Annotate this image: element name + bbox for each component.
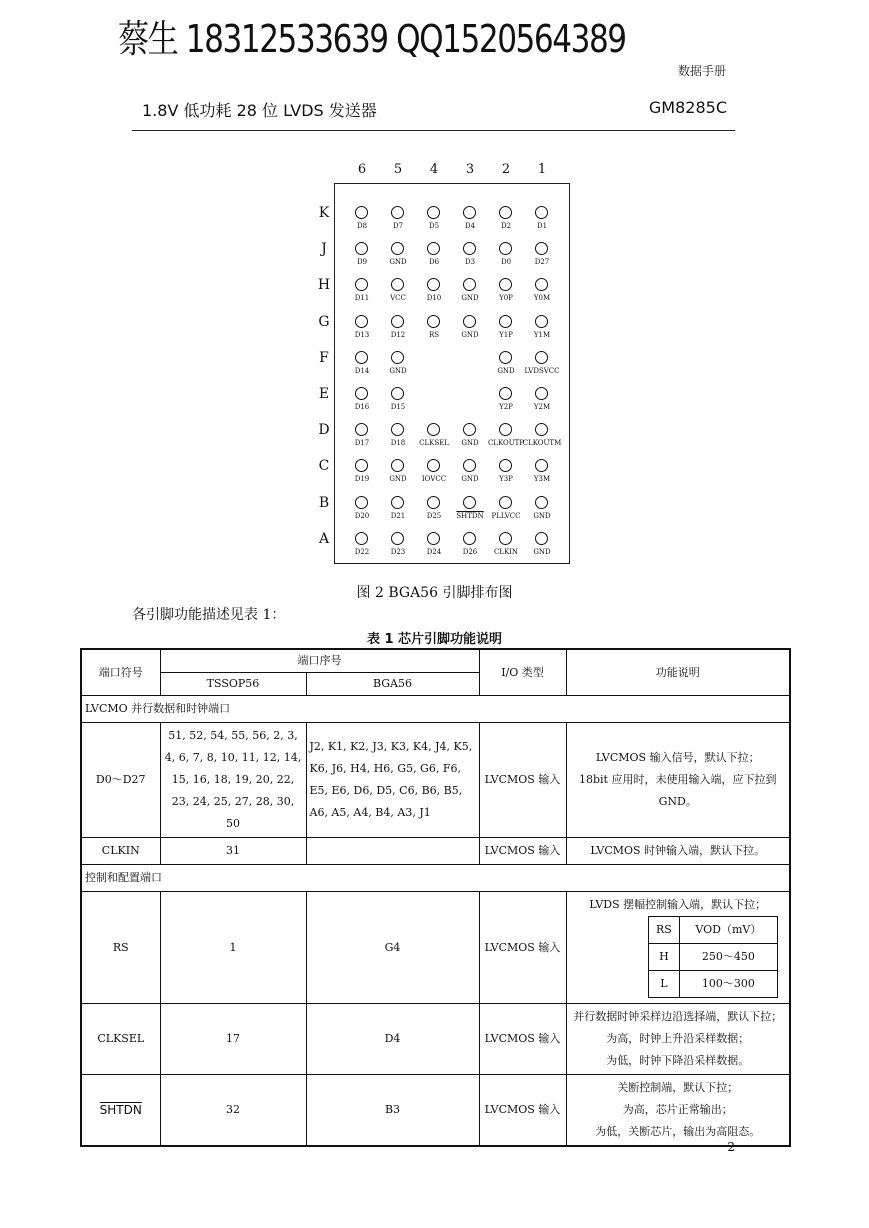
cell-io-type: LVCMOS 输入: [479, 723, 566, 838]
bga-column-label: 3: [465, 162, 475, 177]
bga-ball: [499, 315, 512, 328]
bga-pin-label: D14: [354, 366, 370, 375]
bga-pin-label: D2: [500, 222, 512, 230]
bga-pin-label: D4: [464, 222, 476, 230]
bga-pin-label: GND: [389, 366, 407, 375]
bga-column-label: 5: [393, 162, 403, 177]
bga-ball: [355, 351, 368, 364]
function-line: LVDS 摆幅控制输入端，默认下拉；: [589, 898, 767, 911]
cell-bga: J2, K1, K2, J3, K3, K4, J4, K5, K6, J6, H4, H6, G5, G6, F6, E5, E6, D6, D5, C6, B6, B5, A6, A5, A4, B4, A3, J1: [306, 723, 479, 838]
vod-range: 250～450: [679, 944, 777, 971]
figure-caption: 图 2 BGA56 引脚排布图: [356, 585, 513, 601]
section-control-ports: 控制和配置端口: [81, 865, 790, 892]
bga-pin-label: GND: [461, 330, 479, 339]
bga-column-label: 6: [357, 162, 367, 177]
bga-pin-label: GND: [533, 511, 551, 520]
bga-ball: [427, 315, 440, 328]
bga-column-label: 1: [537, 162, 547, 177]
bga-pin-label: D26: [462, 547, 478, 556]
bga-pin-label: SHTDN: [456, 511, 484, 520]
cell-tssop: 51, 52, 54, 55, 56, 2, 3, 4, 6, 7, 8, 10, 11, 12, 14, 15, 16, 18, 19, 20, 22, 23, 24, 25, 27, 28, 30, 50: [160, 723, 306, 838]
function-line: 关断控制端，默认下拉；: [617, 1081, 739, 1094]
section-row: [81, 865, 790, 892]
bga-pin-label: D20: [354, 511, 370, 520]
cell-io-type: LVCMOS 输入: [479, 1075, 566, 1147]
cell-bga: D4: [306, 1004, 479, 1075]
vod-range: 100～300: [679, 971, 777, 998]
cell-bga: [306, 838, 479, 865]
cell-tssop: 31: [160, 838, 306, 865]
bga-pin-label: D17: [354, 439, 370, 448]
bga-ball: [355, 206, 368, 219]
bga-ball: [391, 315, 404, 328]
bga-ball: [499, 532, 512, 545]
bga-pin-label: D16: [354, 403, 370, 411]
bga-ball: [535, 532, 548, 545]
bga-pin-label: GND: [461, 439, 479, 448]
bga-pin-label: GND: [461, 475, 479, 484]
bga-pin-label: D6: [428, 258, 440, 267]
cell-tssop: 32: [160, 1075, 306, 1147]
bga-ball: [499, 496, 512, 509]
bga-ball: [535, 315, 548, 328]
cell-tssop: 1: [160, 892, 306, 1004]
bga-pin-label: Y0M: [533, 294, 551, 303]
function-line: 为低，关断芯片，输出为高阻态。: [595, 1125, 761, 1138]
doc-type-label: 数据手册: [677, 64, 726, 78]
shtdn-symbol: SHTDN: [99, 1102, 142, 1117]
cell-function: [566, 723, 790, 838]
header-bga56: BGA56: [306, 673, 479, 696]
bga-row-label: D: [318, 422, 330, 439]
vod-header-vod: VOD（mV）: [679, 917, 777, 944]
bga-pin-label: GND: [461, 294, 479, 303]
bga-pin-label: D18: [390, 439, 406, 448]
cell-symbol: CLKIN: [81, 838, 160, 865]
vod-rs-value: L: [649, 971, 680, 998]
bga-ball: [499, 206, 512, 219]
bga-pin-label: GND: [533, 547, 551, 556]
bga-row-label: F: [319, 349, 329, 366]
bga-ball: [391, 351, 404, 364]
cell-io-type: LVCMOS 输入: [479, 838, 566, 865]
vod-row: [649, 971, 778, 998]
bga-pin-label: D3: [464, 258, 476, 267]
vod-table: [648, 916, 778, 998]
bga-row-label: J: [321, 241, 327, 258]
bga-ball: [463, 532, 476, 545]
header-pin-number: 端口序号: [160, 649, 479, 673]
vod-row: [649, 944, 778, 971]
bga-pin-label: IOVCC: [421, 475, 447, 484]
header-divider: [132, 130, 735, 131]
bga-ball: [499, 351, 512, 364]
bga-column-label: 4: [429, 162, 439, 177]
bga-ball: [391, 532, 404, 545]
bga-ball: [463, 206, 476, 219]
cell-symbol: RS: [81, 892, 160, 1004]
function-line: 为高，时钟上升沿采样数据；: [606, 1032, 750, 1045]
bga-ball: [463, 315, 476, 328]
cell-io-type: LVCMOS 输入: [479, 1004, 566, 1075]
bga-ball: [463, 496, 476, 509]
bga-pin-label: CLKOUTM: [522, 439, 562, 448]
bga-row-label: G: [318, 313, 330, 330]
table-row: [81, 723, 790, 838]
table-header-row: [81, 649, 790, 673]
bga-row-label: C: [318, 458, 330, 475]
header-symbol: 端口符号: [81, 649, 160, 696]
bga-pin-label: LVDSVCC: [524, 366, 560, 375]
bga-row-label: E: [318, 386, 330, 402]
table-row: [81, 892, 790, 1004]
page-header-title: 1.8V 低功耗 28 位 LVDS 发送器: [142, 101, 377, 120]
bga-pin-label: Y2P: [499, 403, 513, 411]
bga-pin-label: RS: [428, 330, 440, 339]
bga-pin-label: Y3P: [499, 475, 513, 484]
function-line: 为高，芯片正常输出；: [622, 1103, 733, 1116]
bga-pin-label: Y1P: [499, 330, 513, 339]
cell-symbol: CLKSEL: [81, 1004, 160, 1075]
vod-rs-value: H: [649, 944, 680, 971]
cell-function: [566, 892, 790, 1004]
bga-pin-label: D13: [354, 330, 370, 339]
cell-symbol: [81, 1075, 160, 1147]
bga-pin-label: D9: [356, 258, 368, 267]
pin-function-table: [80, 648, 791, 1147]
bga-pin-label: CLKSEL: [419, 439, 449, 448]
bga-pin-label: D15: [390, 403, 406, 411]
bga-ball: [391, 206, 404, 219]
bga-column-labels: [0, 162, 869, 180]
bga-pin-label: D25: [426, 511, 442, 520]
function-line: 为低，时钟下降沿采样数据。: [606, 1054, 750, 1067]
bga-ball: [355, 532, 368, 545]
table-row: [81, 1075, 790, 1147]
bga-ball: [391, 496, 404, 509]
table-row: [81, 1004, 790, 1075]
bga-ball: [535, 206, 548, 219]
bga-pin-label: Y3M: [533, 475, 551, 484]
bga-pin-label: D23: [390, 547, 406, 556]
bga-pin-label: PLLVCC: [491, 511, 521, 520]
bga-pin-label: D8: [356, 222, 368, 230]
table-caption: 表 1 芯片引脚功能说明: [366, 632, 503, 647]
bga-pin-label: D19: [354, 475, 370, 484]
bga-row-label: B: [318, 494, 330, 511]
bga-ball: [535, 351, 548, 364]
cell-symbol: D0～D27: [81, 723, 160, 838]
bga-pin-label: GND: [497, 366, 515, 375]
contact-watermark: 蔡生 18312533639 QQ1520564389: [118, 17, 626, 61]
bga-pin-label: Y0P: [499, 294, 513, 303]
cell-function: [566, 1004, 790, 1075]
bga-row-label: A: [318, 530, 330, 547]
cell-bga: G4: [306, 892, 479, 1004]
table-row: [81, 838, 790, 865]
bga-pin-label: VCC: [390, 294, 406, 303]
bga-row-label: K: [318, 205, 330, 221]
header-tssop56: TSSOP56: [160, 673, 306, 696]
function-line: 并行数据时钟采样边沿选择端，默认下拉；: [573, 1010, 783, 1023]
page-header-part-number: GM8285C: [648, 98, 727, 117]
bga-ball: [427, 206, 440, 219]
bga-ball: [427, 496, 440, 509]
bga-ball: [535, 496, 548, 509]
function-line: 18bit 应用时，未使用输入端，应下拉到 GND。: [579, 773, 777, 808]
function-line: LVCMOS 输入信号，默认下拉；: [595, 751, 760, 764]
bga-column-label: 2: [501, 162, 511, 177]
bga-pin-label: D12: [390, 330, 406, 339]
bga-ball: [427, 532, 440, 545]
section-row: [81, 696, 790, 723]
bga-ball: [355, 496, 368, 509]
bga-pin-label: GND: [389, 258, 407, 267]
bga-pin-label: D5: [428, 222, 440, 230]
bga-pin-label: CLKOUTP: [487, 439, 525, 448]
bga-ball: [391, 387, 404, 400]
bga-pin-label: D22: [354, 547, 370, 556]
header-function: 功能说明: [566, 649, 790, 696]
page-number: 2: [727, 1140, 735, 1154]
bga-pin-label: D1: [536, 222, 548, 230]
cell-bga: B3: [306, 1075, 479, 1147]
bga-ball: [355, 315, 368, 328]
bga-ball: [499, 387, 512, 400]
bga-row-label: H: [317, 277, 331, 294]
bga-ball: [355, 387, 368, 400]
cell-tssop: 17: [160, 1004, 306, 1075]
cell-function: [566, 1075, 790, 1147]
bga-pin-label: CLKIN: [493, 547, 519, 556]
bga-pin-label: Y1M: [533, 330, 551, 339]
cell-function: LVCMOS 时钟输入端，默认下拉。: [566, 838, 790, 865]
bga-pin-label: GND: [389, 475, 407, 484]
vod-header-rs: RS: [649, 917, 680, 944]
cell-io-type: LVCMOS 输入: [479, 892, 566, 1004]
bga-pin-label: D24: [426, 547, 442, 556]
bga-pin-label: D10: [426, 294, 442, 303]
bga-pin-label: D21: [390, 511, 406, 520]
bga-pin-label: D7: [392, 222, 404, 230]
vod-header-row: [649, 917, 778, 944]
bga-pin-label: D27: [534, 258, 550, 267]
bga-pin-label: D0: [500, 258, 512, 267]
header-io-type: I/O 类型: [479, 649, 566, 696]
section-lvcmos-ports: LVCMO 并行数据和时钟端口: [81, 696, 790, 723]
bga-pin-label: Y2M: [533, 403, 551, 411]
bga-pin-label: D11: [354, 294, 370, 303]
bga-ball: [535, 387, 548, 400]
pin-intro-text: 各引脚功能描述见表 1：: [132, 607, 286, 623]
